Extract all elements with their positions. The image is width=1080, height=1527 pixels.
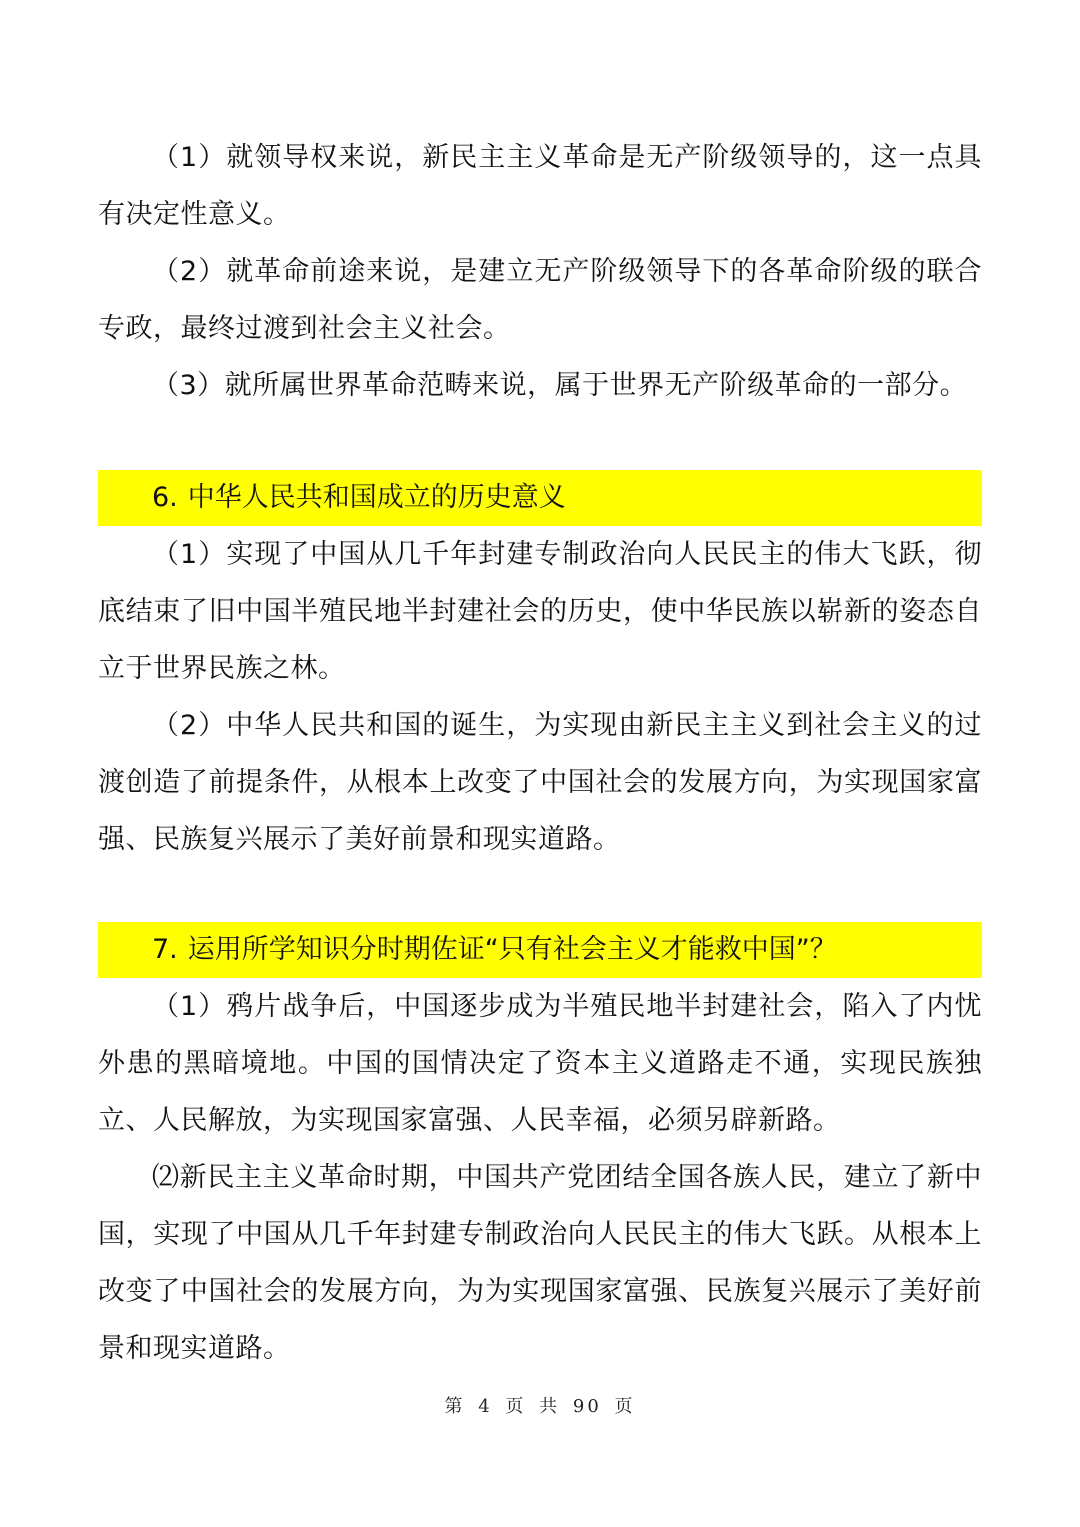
footer-suffix: 页 — [614, 1396, 636, 1417]
paragraph: （3）就所属世界革命范畴来说，属于世界无产阶级革命的一部分。 — [152, 370, 968, 401]
heading-text: 中华人民共和国成立的历史意义 — [187, 482, 566, 513]
heading-number: 7. — [152, 934, 178, 965]
section-5-body — [98, 129, 982, 414]
footer-prefix: 第 — [444, 1396, 466, 1417]
section-6-heading — [98, 470, 982, 526]
paragraph: （1）实现了中国从几千年封建专制政治向人民民主的伟大飞跃，彻底结束了旧中国半殖民地半封建社会的历史，使中华民族以崭新的姿态自立于世界民族之林。 — [98, 539, 982, 684]
section-7-heading — [98, 922, 982, 978]
page-footer — [0, 1392, 1080, 1422]
footer-total-pages: 90 — [572, 1396, 602, 1417]
footer-mid2: 共 — [539, 1396, 561, 1417]
heading-number: 6. — [152, 482, 178, 513]
paragraph: （1）鸦片战争后，中国逐步成为半殖民地半封建社会，陷入了内忧外患的黑暗境地。中国的国情决定了资本主义道路走不通，实现民族独立、人民解放，为实现国家富强、人民幸福，必须另辟新路。 — [98, 991, 982, 1136]
heading-text: 运用所学知识分时期佐证“只有社会主义才能救中国”？ — [187, 934, 837, 965]
paragraph: （2）就革命前途来说，是建立无产阶级领导下的各革命阶级的联合专政，最终过渡到社会主义社会。 — [98, 256, 982, 344]
paragraph: （2）中华人民共和国的诞生，为实现由新民主主义到社会主义的过渡创造了前提条件，从根本上改变了中国社会的发展方向，为实现国家富强、民族复兴展示了美好前景和现实道路。 — [98, 710, 982, 855]
section-7-body — [98, 978, 982, 1377]
footer-mid1: 页 — [505, 1396, 527, 1417]
section-6-body — [98, 526, 982, 868]
paragraph: ⑵新民主主义革命时期，中国共产党团结全国各族人民，建立了新中国，实现了中国从几千年封建专制政治向人民民主的伟大飞跃。从根本上改变了中国社会的发展方向，为为实现国家富强、民族复兴展示了美好前景和现实道路。 — [98, 1162, 982, 1364]
paragraph: （1）就领导权来说，新民主主义革命是无产阶级领导的，这一点具有决定性意义。 — [98, 142, 982, 230]
footer-page-number: 4 — [478, 1396, 493, 1417]
